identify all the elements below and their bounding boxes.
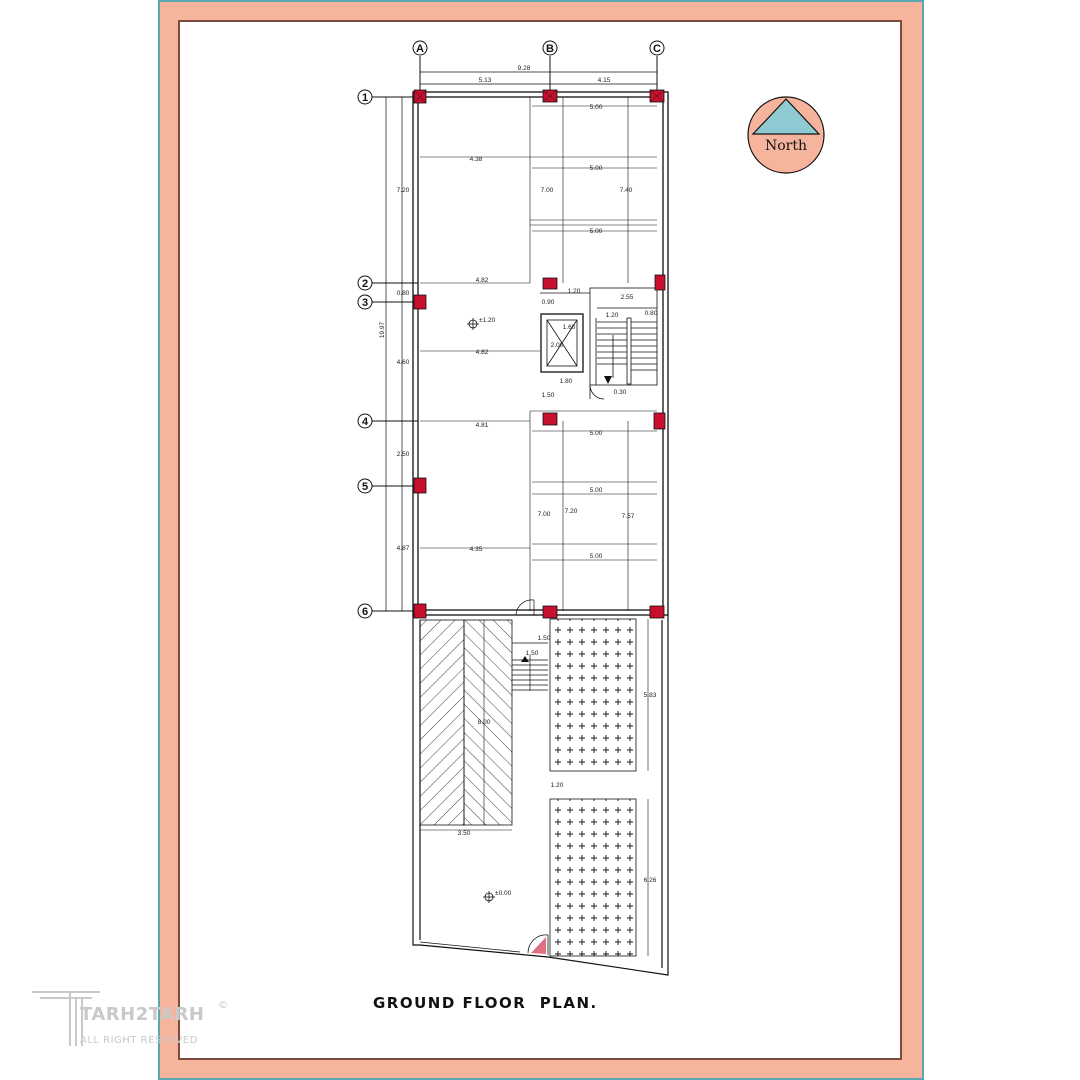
dim-core-3: 1.80: [559, 378, 573, 385]
axis-label-3: 3: [361, 297, 369, 309]
dim-left-total: 19.97: [379, 321, 386, 339]
dim-north-room-5: 7.40: [619, 187, 633, 194]
axis-label-4: 4: [361, 416, 369, 428]
level-label-upper: ±1.20: [479, 317, 496, 324]
axis-label-2: 2: [361, 278, 369, 290]
dim-core-7: 1.20: [605, 312, 619, 319]
dim-yard-step-2: 1.50: [525, 650, 539, 657]
watermark-tagline: ALL RIGHT RESERVED: [80, 1035, 198, 1046]
entrance-gate: [420, 935, 548, 955]
stair-arrow-icon: [604, 376, 612, 384]
dim-yard-ramp-width: 3.50: [457, 830, 471, 837]
dim-top-total: 9.28: [517, 65, 531, 72]
dim-north-room-2: 5.00: [589, 165, 603, 172]
dim-core-8: 0.80: [644, 310, 658, 317]
dim-north-room-1: 5.00: [589, 104, 603, 111]
dim-north-room-3: 5.00: [589, 228, 603, 235]
dim-south-room-1: 5.00: [589, 430, 603, 437]
axis-label-b: B: [546, 43, 554, 55]
gate-swing-icon: [531, 937, 546, 954]
axis-label-5: 5: [361, 481, 369, 493]
dim-top-ab: 5.13: [478, 77, 492, 84]
grid-axis-left: [358, 90, 418, 618]
dim-room2-w1: 4.81: [475, 422, 489, 429]
garden-bed-lower: [550, 799, 636, 956]
level-label-lower: ±0.00: [495, 890, 512, 897]
dim-yard-ramp-length: 8.00: [477, 719, 491, 726]
watermark-brand: TARH2TARH: [80, 1004, 205, 1025]
dim-south-room-5: 7.20: [564, 508, 578, 515]
dim-left-2-3: 0.80: [396, 290, 410, 297]
dim-core-2: 2.00: [550, 342, 564, 349]
copyright-mark: ©: [218, 1000, 228, 1011]
page-title: GROUND FLOOR PLAN.: [373, 994, 598, 1012]
dim-south-room-4: 7.00: [537, 511, 551, 518]
top-dimension-lines: [420, 72, 657, 88]
dim-left-5-6: 4.87: [396, 545, 410, 552]
level-marker-upper: [467, 318, 479, 330]
garden-bed-upper: [550, 619, 636, 771]
dim-room2-w2: 4.35: [469, 546, 483, 553]
dim-core-6: 2.55: [620, 294, 634, 301]
axis-label-6: 6: [361, 606, 369, 618]
dim-left-4-5: 2.50: [396, 451, 410, 458]
level-marker-lower: [483, 891, 495, 903]
dim-room1-w1: 4.38: [469, 156, 483, 163]
dim-left-3-4: 4.60: [396, 359, 410, 366]
dim-yard-garden-lower: 6.26: [643, 877, 657, 884]
dim-room1-w2: 4.82: [475, 277, 489, 284]
entry-steps: [512, 600, 548, 691]
north-arrow-icon: [747, 96, 825, 174]
dim-yard-step-1: 1.50: [537, 635, 551, 642]
dim-left-1-2: 7.20: [396, 187, 410, 194]
dim-north-room-4: 7.00: [540, 187, 554, 194]
axis-label-a: A: [416, 43, 424, 55]
dim-yard-gap: 1.20: [550, 782, 564, 789]
dim-core-5: 1.20: [567, 288, 581, 295]
dim-core-4: 0.90: [541, 299, 555, 306]
axis-label-1: 1: [361, 92, 369, 104]
parking-ramp-left: [420, 620, 464, 825]
dim-south-room-6: 7.57: [621, 513, 635, 520]
dim-hall-w: 4.82: [475, 349, 489, 356]
grid-axis-top: [413, 41, 664, 96]
dim-core-10: 0.30: [613, 389, 627, 396]
dim-south-room-2: 5.00: [589, 487, 603, 494]
left-dimension-lines: [386, 97, 402, 611]
north-label: North: [764, 138, 808, 154]
dim-core-9: 1.50: [541, 392, 555, 399]
axis-label-c: C: [653, 43, 661, 55]
dim-core-1: 1.60: [562, 324, 576, 331]
dim-south-room-3: 5.00: [589, 553, 603, 560]
dim-yard-garden-upper: 5.83: [643, 692, 657, 699]
dim-top-bc: 4.15: [597, 77, 611, 84]
